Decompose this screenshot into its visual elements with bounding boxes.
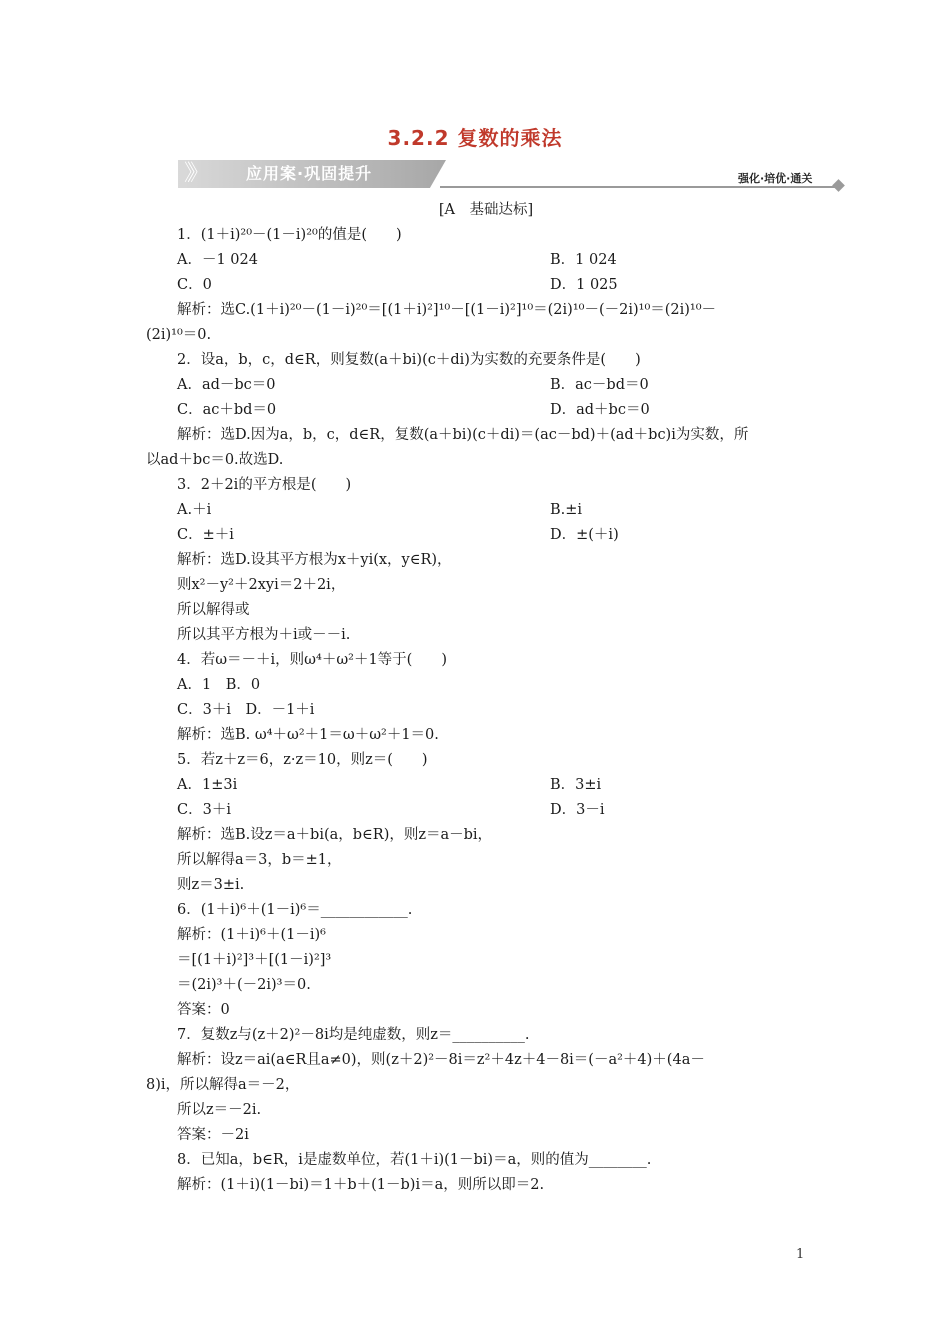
option-left: A．ad－bc＝0 — [177, 377, 276, 393]
text-line: 所以z＝－2i. — [177, 1102, 262, 1118]
text-line: 答案：0 — [177, 1002, 230, 1018]
exercise-content — [146, 198, 806, 1198]
text-line: 8．已知a，b∈R，i是虚数单位，若(1＋i)(1－bi)＝a，则的值为________. — [177, 1152, 652, 1168]
option-right: D．±(＋i) — [550, 527, 619, 543]
option-row — [146, 373, 806, 398]
option-right: B．3±i — [550, 777, 602, 793]
text-line: 以ad＋bc＝0.故选D. — [146, 452, 284, 468]
text-line: 解析：选B.设z＝a＋bi(a，b∈R)，则z＝a－bi， — [177, 827, 493, 843]
text-line: 解析：选C.(1＋i)²⁰－(1－i)²⁰＝[(1＋i)²]¹⁰－[(1－i)²]¹⁰＝(2i)¹⁰－(－2i)¹⁰＝(2i)¹⁰－ — [177, 302, 717, 318]
option-row — [146, 273, 806, 298]
option-row — [146, 248, 806, 273]
page-number: 1 — [796, 1247, 805, 1262]
option-right: B.±i — [550, 502, 583, 518]
diamond-icon — [832, 179, 845, 192]
text-line: ＝[(1＋i)²]³＋[(1－i)²]³ — [177, 952, 332, 968]
text-line: 1．(1＋i)²⁰－(1－i)²⁰的值是( ) — [177, 227, 402, 243]
option-row — [146, 498, 806, 523]
text-line: 则z＝3±i. — [177, 877, 245, 893]
option-left: C．±＋i — [177, 527, 234, 543]
text-line: 4．若ω＝－＋i，则ω⁴＋ω²＋1等于( ) — [177, 652, 447, 668]
option-left: C．3＋i — [177, 802, 231, 818]
option-right: D．ad＋bc＝0 — [550, 402, 650, 418]
option-right: B．ac－bd＝0 — [550, 377, 649, 393]
option-left: C．0 — [177, 277, 212, 293]
text-line: 答案：－2i — [177, 1127, 249, 1143]
text-line: 7．复数z与(z＋2)²－8i均是纯虚数，则z＝__________. — [177, 1027, 530, 1043]
text-line: 5．若z＋z＝6，z·z＝10，则z＝( ) — [177, 752, 428, 768]
text-line: 8)i，所以解得a＝－2， — [146, 1077, 300, 1093]
text-line: 所以解得a＝3，b＝±1， — [177, 852, 342, 868]
option-left: A．1±3i — [177, 777, 238, 793]
option-row — [146, 773, 806, 798]
banner-label: 应用案·巩固提升 — [246, 164, 373, 183]
option-row — [146, 798, 806, 823]
section-heading: [A 基础达标] — [438, 202, 534, 218]
text-line: 所以其平方根为＋i或－－i. — [177, 627, 351, 643]
text-line: C．3＋i D．－1＋i — [177, 702, 315, 718]
text-line: 6．(1＋i)⁶＋(1－i)⁶＝____________. — [177, 902, 413, 918]
banner-divider — [440, 186, 840, 188]
text-line: ＝(2i)³＋(－2i)³＝0. — [177, 977, 311, 993]
page-title: 3.2.2 复数的乘法 — [387, 126, 563, 150]
text-line: 解析：选D.设其平方根为x＋yi(x，y∈R)， — [177, 552, 452, 568]
text-line: 解析：(1＋i)(1－bi)＝1＋b＋(1－b)i＝a，则所以即＝2. — [177, 1177, 545, 1193]
option-row — [146, 398, 806, 423]
text-line: (2i)¹⁰＝0. — [146, 327, 212, 343]
text-line: 解析：选D.因为a，b，c，d∈R，复数(a＋bi)(c＋di)＝(ac－bd)＋(ad＋bc)i为实数，所 — [177, 427, 749, 443]
text-line: 所以解得或 — [177, 602, 250, 618]
option-left: A．－1 024 — [177, 252, 258, 268]
option-right: D．1 025 — [550, 277, 618, 293]
text-line: 解析：设z＝ai(a∈R且a≠0)，则(z＋2)²－8i＝z²＋4z＋4－8i＝(－a²＋4)＋(4a－ — [177, 1052, 705, 1068]
option-row — [146, 523, 806, 548]
chevron-right-icon: 》》 — [184, 161, 202, 186]
text-line: A．1 B．0 — [177, 677, 261, 693]
option-left: C．ac＋bd＝0 — [177, 402, 277, 418]
text-line: 解析：(1＋i)⁶＋(1－i)⁶ — [177, 927, 326, 943]
banner-tagline: 强化·培优·通关 — [738, 172, 813, 185]
text-line: 3．2＋2i的平方根是( ) — [177, 477, 352, 493]
text-line: 则x²－y²＋2xyi＝2＋2i， — [177, 577, 346, 593]
option-right: B．1 024 — [550, 252, 617, 268]
option-right: D．3－i — [550, 802, 605, 818]
option-left: A.＋i — [177, 502, 212, 518]
text-line: 解析：选B. ω⁴＋ω²＋1＝ω＋ω²＋1＝0. — [177, 727, 439, 743]
text-line: 2．设a，b，c，d∈R，则复数(a＋bi)(c＋di)为实数的充要条件是( ) — [177, 352, 641, 368]
